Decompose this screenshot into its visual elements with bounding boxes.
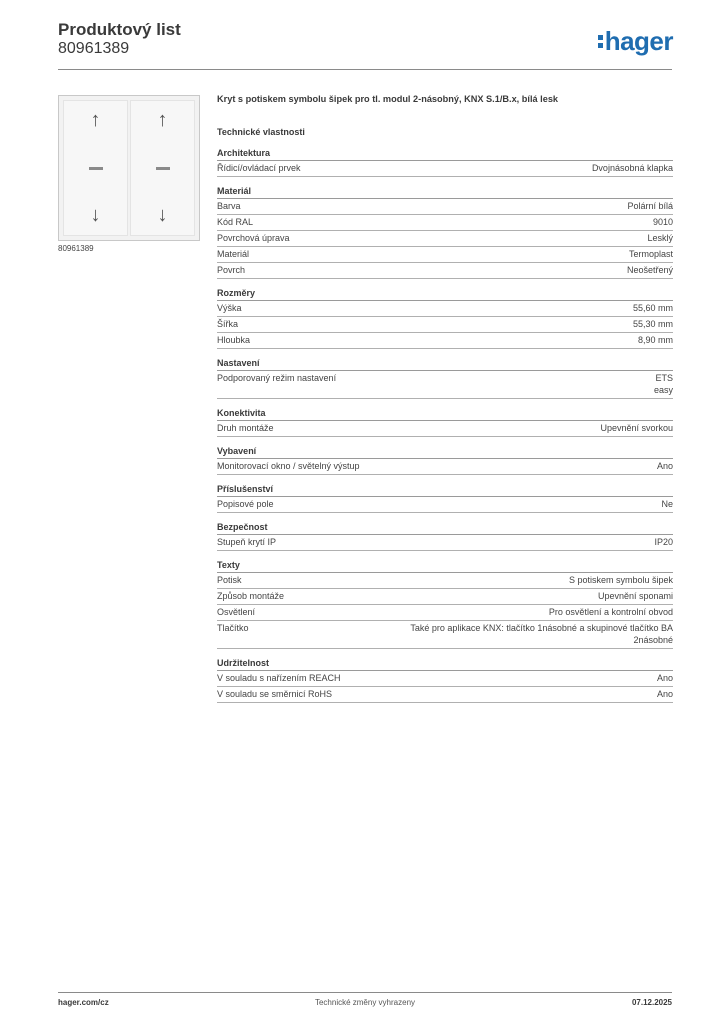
spec-row — [217, 247, 673, 263]
spec-row — [217, 459, 673, 475]
spec-key: Monitorovací okno / světelný výstup — [217, 461, 360, 471]
hager-logo — [598, 26, 673, 57]
spec-section — [217, 288, 673, 349]
spec-value-line: 8,90 mm — [637, 335, 673, 345]
spec-row — [217, 231, 673, 247]
led-window-icon — [156, 167, 170, 170]
spec-row — [217, 317, 673, 333]
spec-value — [600, 422, 673, 434]
arrow-up-icon: ↑ — [90, 109, 101, 131]
spec-value-line: Neošetřený — [626, 265, 673, 275]
spec-value — [661, 498, 673, 510]
spec-value-line: S potiskem symbolu šipek — [568, 575, 673, 585]
spec-key: Šířka — [217, 319, 239, 329]
section-title: Texty — [217, 560, 673, 573]
spec-sections — [217, 148, 673, 703]
spec-key: Potisk — [217, 575, 242, 585]
arrow-up-icon: ↑ — [157, 109, 168, 131]
spec-value — [629, 248, 673, 260]
product-description: Kryt s potiskem symbolu šipek pro tl. modul 2-násobný, KNX S.1/B.x, bílá lesk — [217, 94, 559, 104]
spec-value-line: 55,30 mm — [632, 319, 673, 329]
spec-value — [657, 460, 673, 472]
spec-value-line: Upevnění sponami — [597, 591, 673, 601]
logo-dots-icon — [598, 32, 603, 51]
spec-value-line: IP20 — [654, 537, 673, 547]
spec-value — [627, 200, 673, 212]
spec-value — [654, 536, 673, 548]
spec-value-line: Polární bílá — [627, 201, 673, 211]
spec-section — [217, 148, 673, 177]
spec-key: V souladu s nařízením REACH — [217, 673, 341, 683]
spec-value-line: Lesklý — [647, 233, 673, 243]
spec-value — [657, 688, 673, 700]
spec-row — [217, 605, 673, 621]
product-number: 80961389 — [58, 40, 130, 57]
spec-value-line: Dvojnásobná klapka — [591, 163, 673, 173]
product-details — [217, 94, 673, 712]
spec-key: Hloubka — [217, 335, 251, 345]
spec-key: Kód RAL — [217, 217, 254, 227]
spec-value-line: ETS — [655, 373, 673, 383]
spec-value-line: Ano — [656, 673, 673, 683]
spec-value — [633, 318, 673, 330]
spec-value-line: 9010 — [652, 217, 673, 227]
spec-section — [217, 560, 673, 649]
spec-value — [647, 232, 673, 244]
spec-value — [654, 372, 673, 396]
footer-divider — [58, 992, 672, 993]
spec-value — [627, 264, 673, 276]
spec-key: V souladu se směrnicí RoHS — [217, 689, 333, 699]
image-caption: 80961389 — [58, 244, 94, 253]
spec-value — [598, 590, 673, 602]
spec-section — [217, 358, 673, 399]
spec-key: Povrchová úprava — [217, 233, 290, 243]
spec-key: Tlačítko — [217, 623, 249, 633]
spec-key: Barva — [217, 201, 241, 211]
spec-key: Popisové pole — [217, 499, 274, 509]
spec-section — [217, 186, 673, 279]
page-header — [58, 20, 673, 66]
spec-key: Materiál — [217, 249, 250, 259]
section-title: Architektura — [217, 148, 673, 161]
section-title: Rozměry — [217, 288, 673, 301]
spec-value-line: Ne — [661, 499, 673, 509]
product-image — [58, 95, 200, 241]
logo-text: hager — [604, 26, 673, 56]
header-divider — [58, 69, 672, 70]
spec-key: Povrch — [217, 265, 246, 275]
spec-row — [217, 371, 673, 399]
spec-value — [592, 162, 673, 174]
spec-section — [217, 658, 673, 703]
spec-value — [569, 574, 673, 586]
spec-row — [217, 161, 673, 177]
spec-section — [217, 484, 673, 513]
rocker-left — [63, 100, 128, 236]
spec-value-line: Ano — [656, 461, 673, 471]
spec-key: Výška — [217, 303, 242, 313]
spec-row — [217, 421, 673, 437]
spec-row — [217, 199, 673, 215]
document-title: Produktový list — [58, 20, 181, 39]
spec-key: Druh montáže — [217, 423, 274, 433]
spec-value-line: Ano — [656, 689, 673, 699]
spec-value — [638, 334, 673, 346]
spec-row — [217, 687, 673, 703]
spec-key: Způsob montáže — [217, 591, 285, 601]
section-title: Udržitelnost — [217, 658, 673, 671]
spec-section — [217, 446, 673, 475]
rocker-right — [130, 100, 195, 236]
spec-row — [217, 263, 673, 279]
spec-row — [217, 589, 673, 605]
led-window-icon — [89, 167, 103, 170]
section-title: Příslušenství — [217, 484, 673, 497]
footer-notice: Technické změny vyhrazeny — [314, 998, 416, 1007]
spec-value-line: easy — [653, 385, 673, 395]
spec-row — [217, 535, 673, 551]
spec-value — [653, 216, 673, 228]
arrow-down-icon: ↓ — [157, 204, 168, 226]
arrow-down-icon: ↓ — [90, 204, 101, 226]
tech-properties-title: Technické vlastnosti — [217, 127, 305, 137]
spec-section — [217, 408, 673, 437]
spec-value-line: Termoplast — [628, 249, 673, 259]
spec-value-line: 2násobné — [633, 635, 673, 645]
spec-value-line: Upevnění svorkou — [600, 423, 673, 433]
section-title: Bezpečnost — [217, 522, 673, 535]
section-title: Materiál — [217, 186, 673, 199]
spec-value — [633, 302, 673, 314]
spec-key: Osvětlení — [217, 607, 256, 617]
spec-value — [410, 622, 673, 646]
section-title: Vybavení — [217, 446, 673, 459]
spec-row — [217, 301, 673, 317]
spec-value — [657, 672, 673, 684]
spec-row — [217, 671, 673, 687]
spec-value — [549, 606, 673, 618]
spec-key: Podporovaný režim nastavení — [217, 373, 337, 383]
spec-key: Stupeň krytí IP — [217, 537, 277, 547]
spec-key: Řídicí/ovládací prvek — [217, 163, 301, 173]
spec-value-line: Pro osvětlení a kontrolní obvod — [548, 607, 673, 617]
spec-section — [217, 522, 673, 551]
spec-row — [217, 333, 673, 349]
spec-row — [217, 573, 673, 589]
spec-row — [217, 621, 673, 649]
section-title: Nastavení — [217, 358, 673, 371]
footer-date: 07.12.2025 — [631, 998, 672, 1007]
spec-value-line: 55,60 mm — [632, 303, 673, 313]
footer-website[interactable]: hager.com/cz — [58, 998, 109, 1007]
spec-row — [217, 215, 673, 231]
section-title: Konektivita — [217, 408, 673, 421]
spec-value-line: Také pro aplikace KNX: tlačítko 1násobné a skupinové tlačítko BA — [410, 623, 673, 633]
spec-row — [217, 497, 673, 513]
